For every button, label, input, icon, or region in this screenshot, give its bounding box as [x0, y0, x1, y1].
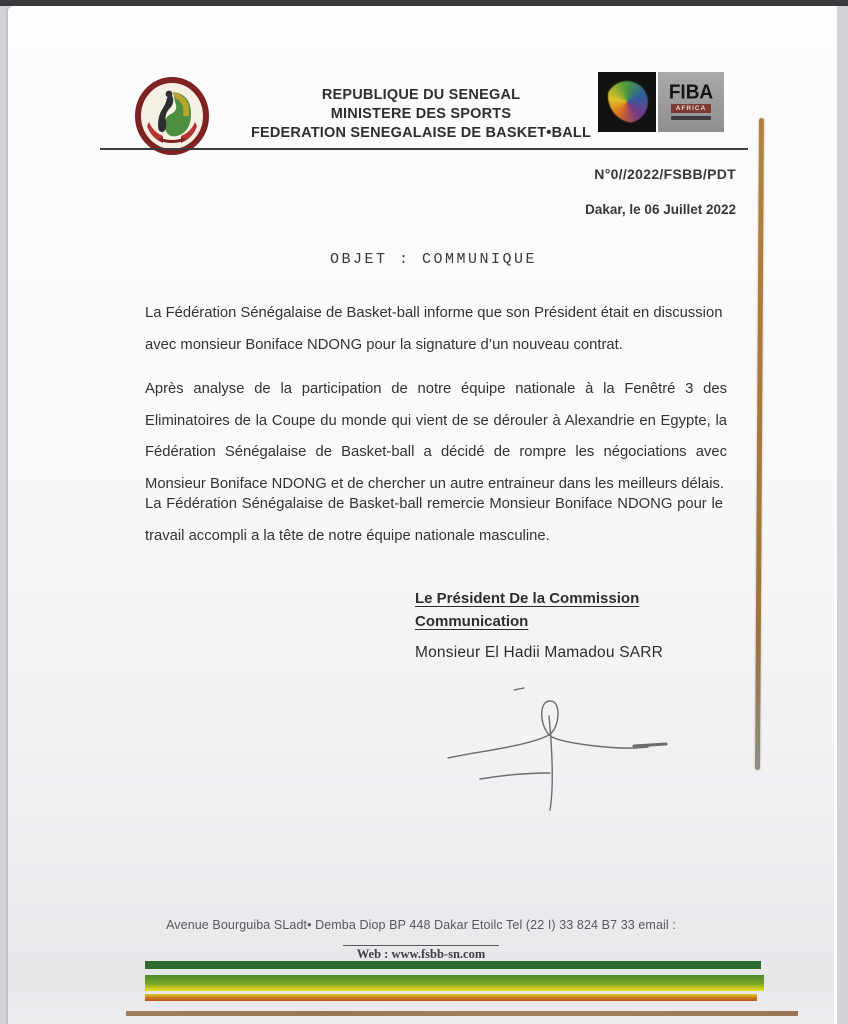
fiba-region-label: AFRICA: [671, 104, 712, 113]
footer-address: Avenue Bourguiba SLadt• Demba Diop BP 448 Dakar Etoilc Tel (22 I) 33 824 B7 33 email :: [166, 918, 676, 932]
photo-edge-bar: [0, 0, 848, 6]
fiba-ball-panel: [598, 72, 656, 132]
dateline: Dakar, le 06 Juillet 2022: [585, 202, 736, 217]
reference-block: [388, 166, 736, 217]
org-line-republic: REPUBLIQUE DU SENEGAL: [321, 87, 521, 103]
letter-page: [8, 6, 834, 1024]
subject-line: OBJET : COMMUNIQUE: [330, 251, 538, 268]
footer-bar-green-yellow: [145, 975, 764, 991]
letterhead-divider: [100, 148, 748, 150]
footer-brown-line: [126, 1011, 798, 1016]
fiba-wordmark: FIBA: [668, 81, 714, 104]
signature-title: [415, 587, 665, 633]
signature-title-line1: Le Président De la Commission: [415, 590, 640, 607]
scan-stick-artifact: [755, 118, 764, 770]
fiba-africa-logo: [598, 72, 724, 134]
footer-bar-dark-green: [145, 961, 761, 969]
org-line-federation: FEDERATION SENEGALAISE DE BASKET•BALL: [250, 125, 592, 141]
signature-title-line2: Communication: [415, 613, 529, 630]
body-paragraph-2: Après analyse de la participation de notre équipe nationale à la Fenêtré 3 des Eliminatoires de la Coupe du monde qui vient de se dérouler à Alexandrie en Egypte, la Fédération Sénégalaise de Basket-ball a décidé de rompre les négociations avec Monsieur Boniface NDONG et de chercher un autre entraineur dans les meilleurs délais.: [145, 381, 727, 492]
signatory-name: Monsieur El Hadii Mamadou SARR: [415, 644, 664, 661]
reference-number: N°0//2022/FSBB/PDT: [594, 166, 736, 182]
body-paragraph-3: La Fédération Sénégalaise de Basket-ball remercie Monsieur Boniface NDONG pour le travail accompli a la tête de notre équipe nationale masculine.: [145, 496, 723, 544]
body-paragraph-1: La Fédération Sénégalaise de Basket-ball informe que son Président était en discussion avec monsieur Boniface NDONG pour la signature d’un nouveau contrat.: [145, 305, 723, 353]
fiba-wordmark-panel: [658, 72, 724, 132]
footer-bar-orange: [145, 994, 757, 1001]
handwritten-signature: [436, 678, 676, 813]
org-line-ministry: MINISTERE DES SPORTS: [330, 106, 512, 122]
fiba-tagline-bar: [671, 116, 711, 120]
footer-website: Web : www.fsbb-sn.com: [343, 945, 500, 962]
fiba-basketball-icon: [604, 79, 650, 125]
